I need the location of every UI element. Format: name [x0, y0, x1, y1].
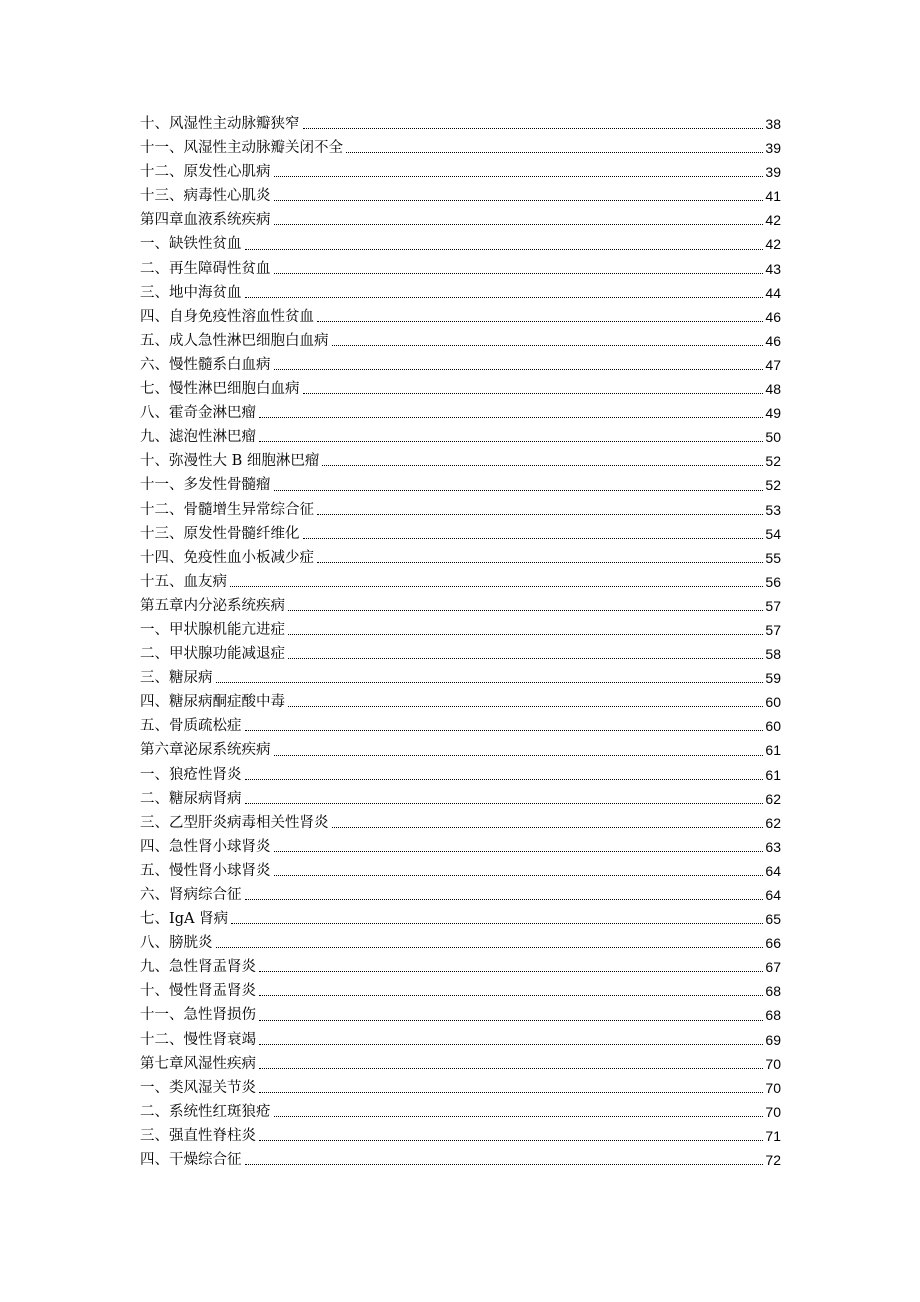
toc-entry-page-number: 46: [765, 308, 781, 325]
toc-entry-title: 一、类风湿关节炎: [140, 1079, 256, 1096]
toc-entry[interactable]: [140, 666, 781, 690]
toc-dot-leader: [274, 859, 764, 883]
toc-entry-title: 第七章风湿性疾病: [140, 1055, 256, 1072]
toc-entry[interactable]: [140, 642, 781, 666]
toc-entry-title: 四、急性肾小球肾炎: [140, 838, 271, 855]
toc-entry-page-number: 54: [765, 525, 781, 542]
toc-entry[interactable]: [140, 184, 781, 208]
toc-entry-page-number: 52: [765, 477, 781, 494]
toc-entry-page-number: 64: [765, 887, 781, 903]
toc-entry-page-number: 67: [765, 959, 781, 976]
toc-dot-leader: [245, 232, 764, 256]
toc-entry[interactable]: [140, 1100, 781, 1124]
toc-dot-leader: [259, 1028, 763, 1052]
toc-entry-page-number: 50: [765, 429, 781, 446]
toc-entry[interactable]: [140, 883, 781, 907]
toc-entry-title: 十、弥漫性大 B 细胞淋巴瘤: [140, 453, 320, 470]
toc-entry-title: 三、地中海贫血: [140, 284, 242, 301]
toc-entry[interactable]: [140, 835, 781, 859]
toc-entry[interactable]: [140, 425, 781, 449]
toc-entry[interactable]: [140, 1052, 781, 1076]
toc-entry-page-number: 38: [765, 116, 781, 132]
toc-entry-page-number: 39: [765, 164, 781, 181]
toc-entry[interactable]: [140, 329, 781, 353]
toc-entry[interactable]: [140, 979, 781, 1003]
toc-entry-title: 四、糖尿病酮症酸中毒: [140, 694, 285, 711]
toc-entry-title: 八、霍奇金淋巴瘤: [140, 405, 256, 422]
toc-dot-leader: [274, 473, 764, 497]
toc-entry-title: 七、慢性淋巴细胞白血病: [140, 381, 300, 398]
toc-entry-title: 二、再生障碍性贫血: [140, 260, 271, 277]
toc-dot-leader: [274, 257, 764, 281]
toc-entry-title: 十三、原发性骨髓纤维化: [140, 525, 300, 542]
toc-entry-page-number: 65: [765, 911, 781, 928]
toc-entry-page-number: 57: [765, 597, 781, 614]
toc-entry[interactable]: [140, 1003, 781, 1027]
toc-entry-page-number: 70: [765, 1079, 781, 1096]
toc-entry[interactable]: [140, 377, 781, 401]
toc-dot-leader: [245, 1148, 764, 1172]
toc-entry[interactable]: [140, 1148, 781, 1172]
toc-dot-leader: [274, 738, 764, 762]
toc-dot-leader: [259, 1003, 763, 1027]
toc-dot-leader: [216, 666, 764, 690]
toc-dot-leader: [274, 208, 764, 232]
toc-entry-page-number: 55: [765, 549, 781, 566]
toc-dot-leader: [303, 377, 764, 401]
toc-dot-leader: [288, 642, 763, 666]
toc-entry-title: 十一、急性肾损伤: [140, 1007, 256, 1024]
toc-entry-title: 第六章泌尿系统疾病: [140, 742, 271, 759]
toc-entry-title: 第四章血液系统疾病: [140, 212, 271, 229]
toc-dot-leader: [332, 329, 764, 353]
toc-entry-title: 一、缺铁性贫血: [140, 236, 242, 253]
toc-dot-leader: [332, 811, 764, 835]
toc-entry[interactable]: [140, 112, 781, 136]
toc-entry[interactable]: [140, 618, 781, 642]
toc-entry[interactable]: [140, 690, 781, 714]
toc-entry-title: 十一、风湿性主动脉瓣关闭不全: [140, 140, 343, 157]
toc-entry-page-number: 66: [765, 935, 781, 952]
toc-dot-leader: [245, 714, 764, 738]
toc-entry[interactable]: [140, 714, 781, 738]
toc-entry-title: 五、慢性肾小球肾炎: [140, 862, 271, 879]
toc-dot-leader: [259, 1076, 763, 1100]
toc-entry[interactable]: [140, 281, 781, 305]
toc-entry[interactable]: [140, 449, 781, 473]
toc-dot-leader: [259, 1124, 763, 1148]
toc-dot-leader: [245, 763, 764, 787]
toc-entry[interactable]: [140, 859, 781, 883]
toc-entry-page-number: 41: [765, 188, 781, 205]
toc-entry[interactable]: [140, 811, 781, 835]
toc-dot-leader: [274, 160, 764, 184]
toc-entry-page-number: 70: [765, 1055, 781, 1072]
toc-entry-title: 四、自身免疫性溶血性贫血: [140, 308, 314, 325]
toc-entry-page-number: 44: [765, 284, 781, 301]
toc-entry-page-number: 62: [765, 814, 781, 831]
toc-dot-leader: [259, 425, 763, 449]
toc-entry-title: 四、干燥综合征: [140, 1152, 242, 1169]
toc-entry[interactable]: [140, 473, 781, 497]
toc-entry-title: 十二、骨髓增生异常综合征: [140, 501, 314, 518]
toc-dot-leader: [288, 690, 763, 714]
toc-dot-leader: [259, 955, 763, 979]
toc-entry[interactable]: [140, 570, 781, 594]
toc-dot-leader: [322, 449, 763, 473]
toc-entry-page-number: 61: [765, 742, 781, 759]
toc-entry[interactable]: [140, 907, 781, 931]
toc-entry-title: 九、急性肾盂肾炎: [140, 959, 256, 976]
toc-dot-leader: [259, 979, 763, 1003]
toc-entry[interactable]: [140, 257, 781, 281]
toc-entry-title: 十二、慢性肾衰竭: [140, 1031, 256, 1048]
toc-entry-title: 十一、多发性骨髓瘤: [140, 477, 271, 494]
toc-entry-page-number: 42: [765, 212, 781, 229]
toc-dot-leader: [259, 1052, 763, 1076]
toc-entry-page-number: 49: [765, 405, 781, 422]
toc-dot-leader: [288, 618, 763, 642]
toc-entry-title: 十二、原发性心肌病: [140, 164, 271, 181]
toc-entry-title: 十三、病毒性心肌炎: [140, 188, 271, 205]
toc-entry[interactable]: [140, 232, 781, 256]
toc-dot-leader: [346, 136, 763, 160]
toc-entry-title: 三、糖尿病: [140, 670, 213, 687]
toc-entry-page-number: 46: [765, 332, 781, 349]
toc-entry-title: 七、IgA 肾病: [140, 911, 229, 928]
toc-entry[interactable]: [140, 1076, 781, 1100]
toc-dot-leader: [245, 787, 764, 811]
toc-entry-page-number: 57: [765, 621, 781, 638]
toc-entry-title: 十、风湿性主动脉瓣狭窄: [140, 116, 300, 132]
toc-dot-leader: [317, 305, 763, 329]
toc-entry-page-number: 68: [765, 983, 781, 1000]
toc-dot-leader: [216, 931, 764, 955]
toc-entry-page-number: 72: [765, 1152, 781, 1169]
toc-entry[interactable]: [140, 401, 781, 425]
toc-dot-leader: [317, 498, 763, 522]
toc-dot-leader: [245, 883, 764, 907]
toc-entry-page-number: 63: [765, 838, 781, 855]
toc-entry-page-number: 53: [765, 501, 781, 518]
toc-entry-title: 十四、免疫性血小板减少症: [140, 549, 314, 566]
toc-entry[interactable]: [140, 1028, 781, 1052]
toc-entry-page-number: 39: [765, 140, 781, 157]
table-of-contents: [140, 112, 781, 1172]
toc-dot-leader: [231, 907, 763, 931]
toc-entry-title: 六、肾病综合征: [140, 887, 242, 903]
toc-entry-page-number: 71: [765, 1127, 781, 1144]
toc-entry-page-number: 61: [765, 766, 781, 783]
toc-entry-title: 五、成人急性淋巴细胞白血病: [140, 332, 329, 349]
toc-dot-leader: [317, 546, 763, 570]
toc-entry-page-number: 60: [765, 694, 781, 711]
toc-entry-title: 十、慢性肾盂肾炎: [140, 983, 256, 1000]
toc-dot-leader: [288, 594, 763, 618]
toc-entry[interactable]: [140, 522, 781, 546]
toc-dot-leader: [274, 1100, 764, 1124]
toc-entry[interactable]: [140, 305, 781, 329]
toc-entry-page-number: 56: [765, 573, 781, 590]
toc-entry[interactable]: [140, 1124, 781, 1148]
toc-entry[interactable]: [140, 787, 781, 811]
toc-entry[interactable]: [140, 160, 781, 184]
toc-dot-leader: [303, 112, 764, 136]
toc-entry-title: 一、狼疮性肾炎: [140, 766, 242, 783]
toc-entry-page-number: 60: [765, 718, 781, 735]
toc-entry[interactable]: [140, 931, 781, 955]
toc-entry[interactable]: [140, 738, 781, 762]
toc-entry-title: 六、慢性髓系白血病: [140, 356, 271, 373]
toc-entry[interactable]: [140, 136, 781, 160]
toc-entry-title: 第五章内分泌系统疾病: [140, 597, 285, 614]
toc-entry-page-number: 59: [765, 670, 781, 687]
toc-entry-page-number: 52: [765, 453, 781, 470]
toc-entry-page-number: 48: [765, 381, 781, 398]
toc-entry-title: 八、膀胱炎: [140, 935, 213, 952]
toc-dot-leader: [274, 835, 764, 859]
toc-entry-title: 九、滤泡性淋巴瘤: [140, 429, 256, 446]
toc-entry-page-number: 64: [765, 862, 781, 879]
toc-entry-page-number: 68: [765, 1007, 781, 1024]
toc-entry[interactable]: [140, 353, 781, 377]
toc-entry[interactable]: [140, 594, 781, 618]
toc-entry-title: 二、系统性红斑狼疮: [140, 1103, 271, 1120]
toc-dot-leader: [274, 353, 764, 377]
toc-entry-page-number: 62: [765, 790, 781, 807]
toc-entry-title: 一、甲状腺机能亢进症: [140, 621, 285, 638]
toc-entry[interactable]: [140, 955, 781, 979]
toc-entry-title: 二、糖尿病肾病: [140, 790, 242, 807]
toc-dot-leader: [303, 522, 764, 546]
toc-entry[interactable]: [140, 546, 781, 570]
toc-entry-page-number: 58: [765, 646, 781, 663]
toc-entry-title: 三、乙型肝炎病毒相关性肾炎: [140, 814, 329, 831]
toc-entry-page-number: 43: [765, 260, 781, 277]
toc-entry-page-number: 69: [765, 1031, 781, 1048]
toc-entry-page-number: 70: [765, 1103, 781, 1120]
toc-entry[interactable]: [140, 763, 781, 787]
toc-entry-page-number: 47: [765, 356, 781, 373]
toc-dot-leader: [230, 570, 763, 594]
toc-entry-title: 五、骨质疏松症: [140, 718, 242, 735]
toc-entry-page-number: 42: [765, 236, 781, 253]
toc-entry-title: 三、强直性脊柱炎: [140, 1127, 256, 1144]
toc-dot-leader: [259, 401, 763, 425]
toc-entry[interactable]: [140, 208, 781, 232]
toc-entry-title: 十五、血友病: [140, 573, 227, 590]
toc-entry-title: 二、甲状腺功能减退症: [140, 646, 285, 663]
toc-dot-leader: [245, 281, 764, 305]
toc-entry[interactable]: [140, 498, 781, 522]
toc-dot-leader: [274, 184, 764, 208]
